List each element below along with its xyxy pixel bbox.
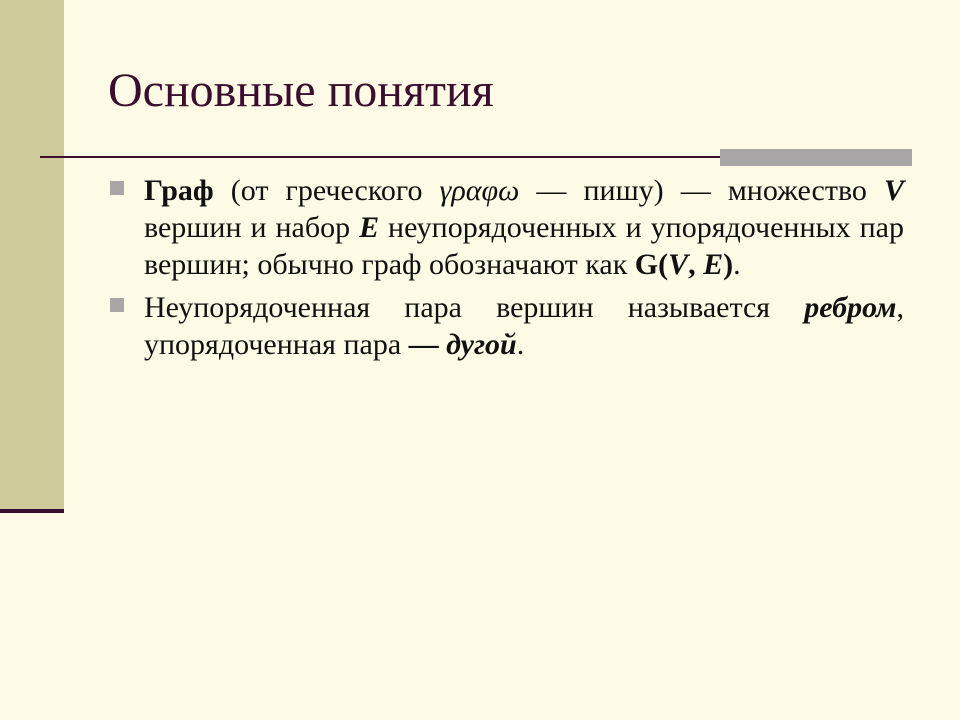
square-bullet-icon [110, 298, 124, 312]
notation-paren: ( [658, 248, 669, 281]
bullet-text: . [516, 328, 525, 361]
title-accent-block [720, 149, 912, 166]
bullet-text: (от греческого [213, 174, 440, 207]
notation-v: V [668, 248, 689, 281]
bullet-text: неупорядоченных и упорядоченных пар вершин; обычно граф обозначают как [144, 211, 904, 281]
bullet-item-graph [108, 172, 904, 283]
slide-body [108, 172, 904, 369]
bullet-text: . [733, 248, 741, 281]
greek-word: γραφω [439, 174, 520, 207]
square-bullet-icon [110, 181, 124, 195]
notation-comma: , [688, 248, 704, 281]
notation-paren: ) [723, 248, 734, 281]
side-bar-divider [0, 509, 64, 513]
term-edge: ребром [804, 291, 897, 324]
notation-g: G [634, 248, 659, 281]
bullet-item-edge [108, 289, 904, 363]
bullet-text: , упорядоченная пара [144, 291, 904, 361]
notation-e: E [703, 248, 724, 281]
decorative-side-bar [0, 0, 64, 512]
bullet-text: вершин и набор [144, 211, 360, 244]
em-dash: — [408, 328, 439, 361]
term-graph: Граф [144, 174, 214, 207]
bullet-text: Неупорядоченная пара вершин называется [144, 291, 805, 324]
variable-e: E [359, 211, 380, 244]
variable-v: V [883, 174, 904, 207]
bullet-text: — пишу) — множество [519, 174, 884, 207]
slide-title: Основные понятия [108, 64, 494, 117]
term-arc: дугой [446, 328, 517, 361]
